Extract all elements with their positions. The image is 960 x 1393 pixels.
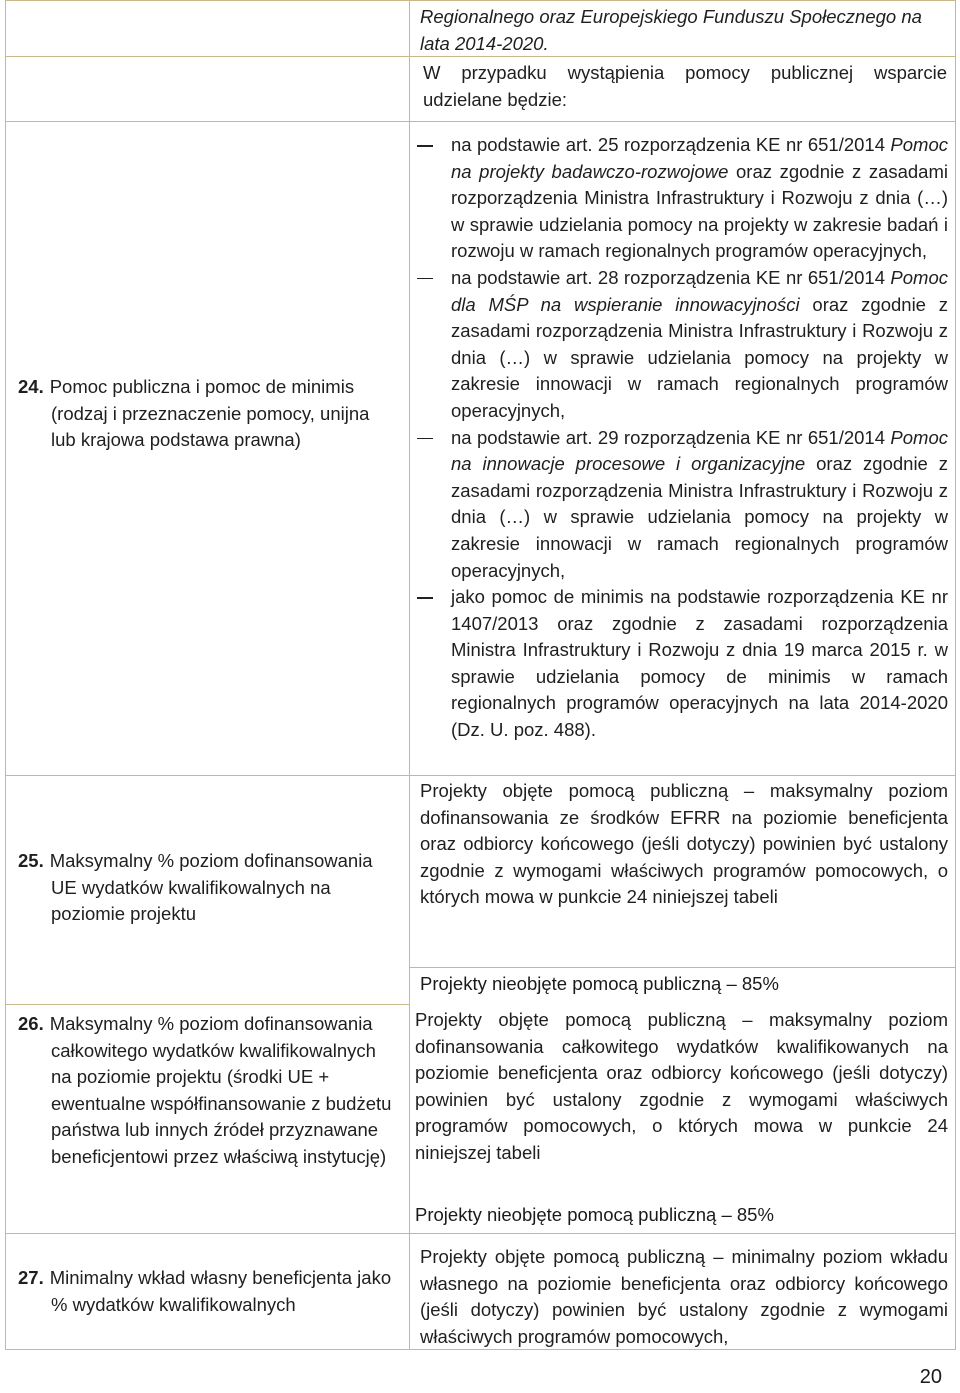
list-item: na podstawie art. 28 rozporządzenia KE nr 651/2014 Pomoc dla MŚP na wspieranie innowacyjności oraz zgodnie z zasadami rozporządzenia Ministra Infrastruktury i Rozwoju z dnia (…) w sprawie udzielania pomocy na projekty w zakresie innowacji w ramach regionalnych programów operacyjnych,: [414, 265, 948, 425]
row26-text-2: Projekty nieobjęte pomocą publiczną – 85%: [415, 1204, 774, 1225]
dash-bullet-icon: [417, 278, 433, 280]
row26-number: 26.: [18, 1013, 44, 1034]
list-item: jako pomoc de minimis na podstawie rozporządzenia KE nr 1407/2013 oraz zgodnie z zasadami rozporządzenia Ministra Infrastruktury i Rozwoju z dnia 19 marca 2015 r. w sprawie udzielania pomocy de minimis w ramach regionalnych programów operacyjnych na lata 2014-2020 (Dz. U. poz. 488).: [414, 584, 948, 744]
row26-text: Projekty objęte pomocą publiczną – maksymalny poziom dofinansowania całkowitego wydatków kwalifikowanych na poziomie beneficjenta oraz odbiorcy końcowego (jeśli dotyczy) powinien być ustalony zgodnie z wymogami właściwych programów pomocowych, o których mowa w punkcie 24 niniejszej tabeli: [415, 1009, 948, 1163]
row-divider: [5, 121, 956, 122]
row26-label: Maksymalny % poziom dofinansowania całkowitego wydatków kwalifikowalnych na poziomie projektu (środki UE + ewentualne współfinansowanie z budżetu państwa lub innych źródeł przyznawane beneficjentowi przez właściwą instytucję): [49, 1013, 392, 1167]
top-paragraph: W przypadku wystąpienia pomocy publicznej wsparcie udzielane będzie:: [423, 62, 947, 110]
row-divider: [5, 775, 956, 776]
row25-label-cell: [18, 848, 398, 928]
row27-label: Minimalny wkład własny beneficjenta jako % wydatków kwalifikowalnych: [49, 1267, 392, 1315]
list-item: na podstawie art. 29 rozporządzenia KE nr 651/2014 Pomoc na innowacje procesowe i organizacyjne oraz zgodnie z zasadami rozporządzenia Ministra Infrastruktury i Rozwoju z dnia (…) w sprawie udzielania pomocy na projekty w zakresie innowacji w ramach regionalnych programów operacyjnych,: [414, 425, 948, 585]
row-divider: [5, 1233, 956, 1234]
row24-list: [414, 132, 948, 744]
dash-bullet-icon: [417, 438, 433, 440]
row25-number: 25.: [18, 850, 44, 871]
row25-text: Projekty objęte pomocą publiczną – maksymalny poziom dofinansowania ze środków EFRR na poziomie beneficjenta oraz odbiorcy końcowego (jeśli dotyczy) powinien być ustalony zgodnie z wymogami właściwych programów pomocowych, o których mowa w punkcie 24 niniejszej tabeli: [420, 780, 948, 908]
row25-label: Maksymalny % poziom dofinansowania UE wydatków kwalifikowalnych na poziomie projektu: [49, 850, 373, 924]
row26-label-cell: [18, 1011, 398, 1170]
page-number: 20: [919, 1366, 942, 1388]
row27-number: 27.: [18, 1267, 44, 1288]
row27-label-cell: [18, 1265, 398, 1318]
row25-text-2: Projekty nieobjęte pomocą publiczną – 85%: [420, 973, 779, 994]
top-continuation: [420, 4, 948, 57]
row24-number: 24.: [18, 376, 44, 397]
top-italic-line2: lata 2014-2020.: [420, 32, 549, 54]
row24-label-cell: [18, 374, 398, 454]
dash-bullet-icon: [417, 145, 433, 147]
column-divider: [409, 0, 410, 1350]
row24-label: Pomoc publiczna i pomoc de minimis (rodzaj i przeznaczenie pomocy, unijna lub krajowa podstawa prawna): [49, 376, 370, 450]
top-italic-line1: Regionalnego oraz Europejskiego Funduszu Społecznego na: [420, 6, 922, 27]
row-divider: [409, 967, 956, 968]
dash-bullet-icon: [417, 597, 433, 599]
list-item: na podstawie art. 25 rozporządzenia KE nr 651/2014 Pomoc na projekty badawczo-rozwojowe oraz zgodnie z zasadami rozporządzenia Ministra Infrastruktury i Rozwoju z dnia (…) w sprawie udzielania pomocy na projekty w zakresie badań i rozwoju w ramach regionalnych programów operacyjnych,: [414, 132, 948, 265]
row27-text: Projekty objęte pomocą publiczną – minimalny poziom wkładu własnego na poziomie beneficjenta oraz odbiorcy końcowego (jeśli dotyczy) powinien być ustalony zgodnie z wymogami właściwych programów pomocowych,: [420, 1246, 948, 1347]
row-divider: [5, 1004, 409, 1005]
